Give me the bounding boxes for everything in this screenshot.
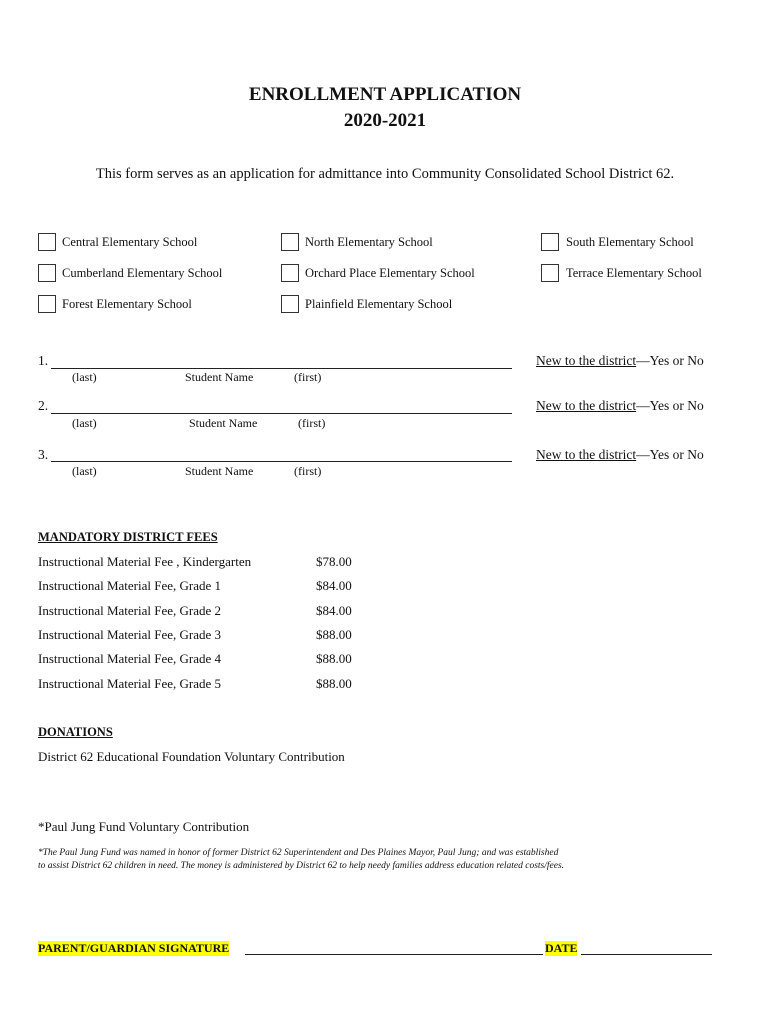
yes-no-choice[interactable]: —Yes or No — [636, 353, 704, 368]
fee-amount: $78.00 — [316, 554, 352, 569]
student-3-name-field[interactable] — [51, 461, 512, 462]
donations-heading: DONATIONS — [38, 725, 113, 739]
student-1-number: 1. — [38, 353, 49, 368]
student-3-first-label: (first) — [294, 464, 322, 478]
school-label-terrace: Terrace Elementary School — [566, 266, 702, 280]
yes-no-choice[interactable]: —Yes or No — [636, 447, 704, 462]
fee-label: Instructional Material Fee, Grade 1 — [38, 578, 222, 593]
student-1-new-to-district — [536, 353, 704, 369]
checkbox-central[interactable] — [38, 233, 56, 251]
student-2-name-field[interactable] — [51, 413, 512, 414]
district-contribution-label: District 62 Educational Foundation Voluntary Contribution — [38, 749, 345, 764]
student-2-last-label: (last) — [72, 416, 97, 430]
paul-jung-note-line-2: to assist District 62 children in need. The money is administered by District 62 to help needy families address education related costs/fees. — [38, 861, 565, 871]
fee-amount: $88.00 — [316, 676, 352, 691]
school-label-orchard-place: Orchard Place Elementary School — [305, 266, 475, 280]
signature-label: PARENT/GUARDIAN SIGNATURE — [38, 941, 230, 955]
checkbox-plainfield[interactable] — [281, 295, 299, 313]
date-field[interactable] — [581, 954, 712, 955]
fee-label: Instructional Material Fee , Kindergarten — [38, 554, 252, 569]
new-to-district-label: New to the district — [536, 398, 637, 413]
school-year: 2020-2021 — [343, 110, 427, 131]
student-2-number: 2. — [38, 398, 49, 413]
paul-jung-contribution-label: *Paul Jung Fund Voluntary Contribution — [38, 819, 250, 834]
fee-label: Instructional Material Fee, Grade 3 — [38, 627, 222, 642]
intro-text: This form serves as an application for admittance into Community Consolidated School District 62. — [95, 166, 675, 182]
school-label-cumberland: Cumberland Elementary School — [62, 266, 223, 280]
fee-amount: $84.00 — [316, 603, 352, 618]
student-1-name-label: Student Name — [185, 370, 254, 384]
student-2-first-label: (first) — [298, 416, 326, 430]
paul-jung-note-line-1: *The Paul Jung Fund was named in honor of former District 62 Superintendent and Des Plaines Mayor, Paul Jung; and was established — [38, 848, 559, 858]
student-3-new-to-district — [536, 447, 704, 463]
student-3-number: 3. — [38, 447, 49, 462]
fee-label: Instructional Material Fee, Grade 4 — [38, 651, 222, 666]
checkbox-south[interactable] — [541, 233, 559, 251]
fee-amount: $88.00 — [316, 627, 352, 642]
school-label-forest: Forest Elementary School — [62, 297, 192, 311]
student-2-name-label: Student Name — [189, 416, 258, 430]
student-1-first-label: (first) — [294, 370, 322, 384]
school-label-plainfield: Plainfield Elementary School — [305, 297, 453, 311]
fees-heading: MANDATORY DISTRICT FEES — [38, 530, 218, 544]
fee-amount: $88.00 — [316, 651, 352, 666]
school-label-north: North Elementary School — [305, 235, 433, 249]
form-title: ENROLLMENT APPLICATION — [248, 84, 522, 105]
fee-label: Instructional Material Fee, Grade 5 — [38, 676, 222, 691]
checkbox-forest[interactable] — [38, 295, 56, 313]
signature-field[interactable] — [245, 954, 543, 955]
new-to-district-label: New to the district — [536, 447, 637, 462]
date-label: DATE — [545, 941, 578, 955]
student-3-last-label: (last) — [72, 464, 97, 478]
checkbox-terrace[interactable] — [541, 264, 559, 282]
yes-no-choice[interactable]: —Yes or No — [636, 398, 704, 413]
fee-amount: $84.00 — [316, 578, 352, 593]
fee-label: Instructional Material Fee, Grade 2 — [38, 603, 222, 618]
student-1-name-field[interactable] — [51, 368, 512, 369]
checkbox-orchard-place[interactable] — [281, 264, 299, 282]
school-label-central: Central Elementary School — [62, 235, 198, 249]
school-label-south: South Elementary School — [566, 235, 694, 249]
checkbox-cumberland[interactable] — [38, 264, 56, 282]
checkbox-north[interactable] — [281, 233, 299, 251]
student-3-name-label: Student Name — [185, 464, 254, 478]
student-2-new-to-district — [536, 398, 704, 414]
student-1-last-label: (last) — [72, 370, 97, 384]
new-to-district-label: New to the district — [536, 353, 637, 368]
